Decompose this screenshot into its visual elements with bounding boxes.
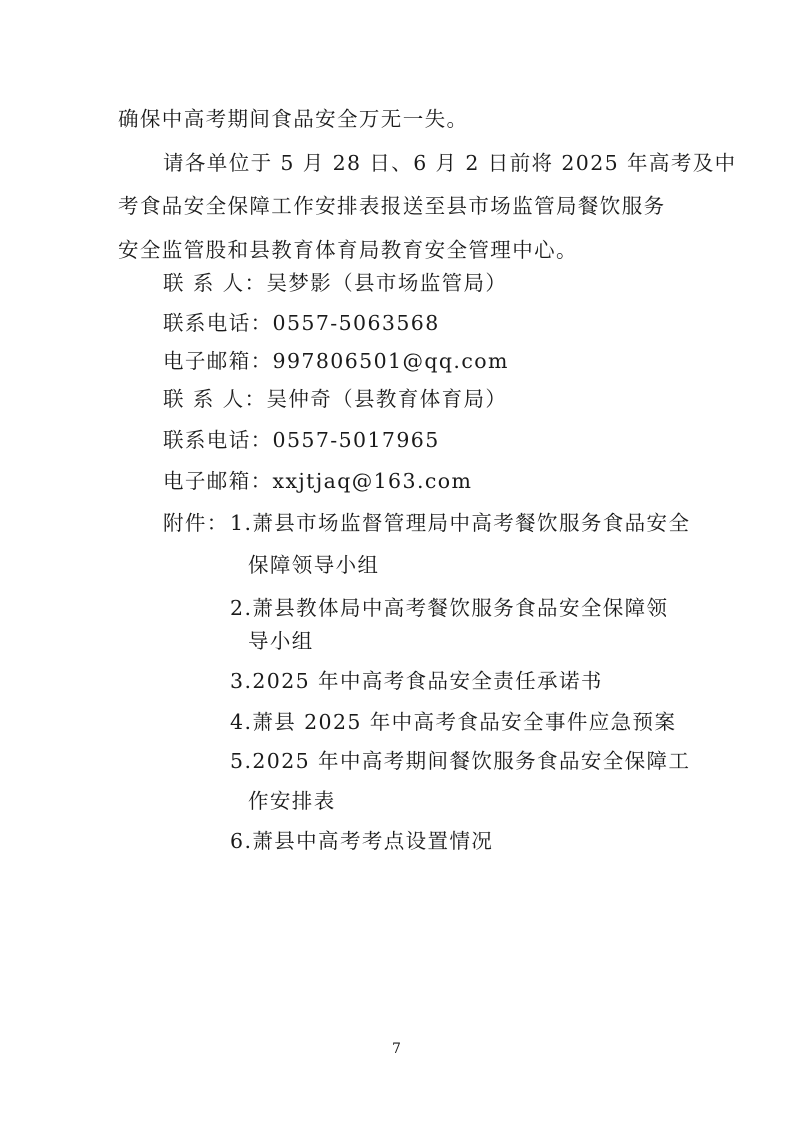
contact-person-label: 联 系 人： (163, 271, 267, 295)
paragraph-line: 确保中高考期间食品安全万无一失。 (118, 107, 469, 131)
contact-person-value: 吴梦影（县市场监管局） (266, 271, 508, 295)
contact-phone-value: 0557-5063568 (272, 311, 440, 335)
contact-person-label: 联 系 人： (163, 387, 267, 411)
attachment-item-line: 4.萧县 2025 年中高考食品安全事件应急预案 (230, 710, 677, 734)
attachment-item-line: 导小组 (248, 629, 314, 653)
contact-email-label: 电子邮箱： (163, 469, 273, 493)
attachment-item-line: 保障领导小组 (248, 553, 380, 577)
contact-phone-row (163, 308, 440, 338)
page-number: 7 (392, 1041, 401, 1057)
contact-phone-label: 联系电话： (163, 311, 273, 335)
contact-person-value: 吴仲奇（县教育体育局） (266, 387, 508, 411)
contact-phone-row (163, 425, 440, 455)
contact-email-row (163, 346, 509, 376)
attachment-item-line: 6.萧县中高考考点设置情况 (230, 829, 494, 853)
contact-email-value[interactable]: 997806501@qq.com (272, 349, 509, 373)
contact-email-value[interactable]: xxjtjaq@163.com (272, 469, 473, 493)
attachment-item-line: 1.萧县市场监督管理局中高考餐饮服务食品安全 (230, 511, 691, 535)
attachment-item-line: 3.2025 年中高考食品安全责任承诺书 (230, 669, 603, 693)
paragraph-line: 请各单位于 5 月 28 日、6 月 2 日前将 2025 年高考及中 (163, 151, 737, 175)
attachments-label: 附件： (163, 511, 229, 535)
paragraph-line: 考食品安全保障工作安排表报送至县市场监管局餐饮服务 (118, 194, 666, 218)
attachment-item-line: 作安排表 (248, 789, 336, 813)
contact-email-label: 电子邮箱： (163, 349, 273, 373)
contact-person-row (163, 268, 507, 298)
contact-person-row (163, 384, 507, 414)
contact-phone-value: 0557-5017965 (272, 428, 440, 452)
contact-email-row (163, 466, 472, 496)
contact-phone-label: 联系电话： (163, 428, 273, 452)
paragraph-line: 安全监管股和县教育体育局教育安全管理中心。 (118, 238, 578, 262)
attachment-item-line: 5.2025 年中高考期间餐饮服务食品安全保障工 (230, 749, 691, 773)
attachment-item-line: 2.萧县教体局中高考餐饮服务食品安全保障领 (230, 596, 669, 620)
